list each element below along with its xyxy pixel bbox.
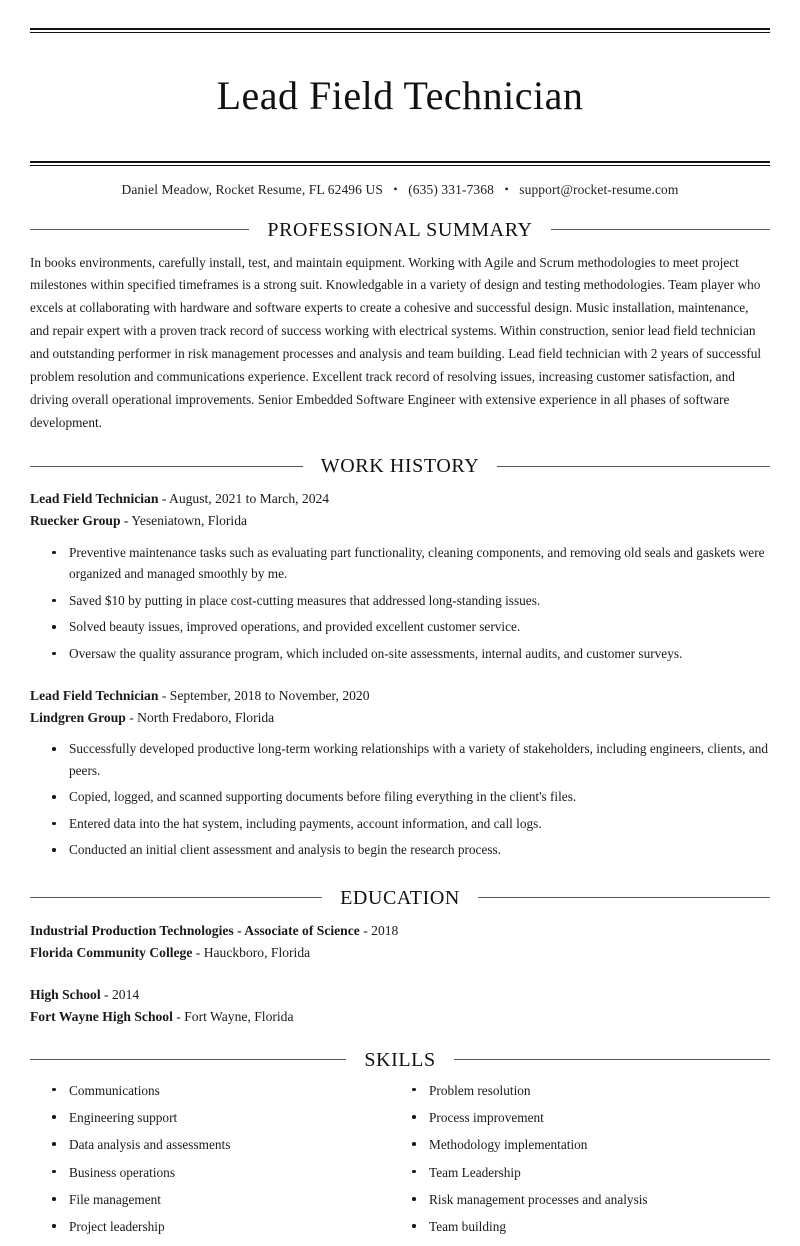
list-item: Successfully developed productive long-term working relationships with a variety of stakeholders, including engineers, clients, and peers. — [50, 738, 770, 786]
list-item: Solved beauty issues, improved operations, and provided excellent customer service. — [50, 616, 770, 643]
job-company: Lindgren Group — [30, 710, 126, 726]
list-item: Data analysis and assessments — [50, 1136, 400, 1163]
education-school-line — [30, 1006, 770, 1028]
section-rule-left — [30, 229, 249, 230]
list-item: Methodology implementation — [410, 1136, 770, 1163]
list-item: File management — [50, 1191, 400, 1218]
education-school: Fort Wayne High School — [30, 1008, 173, 1024]
education-dash: - — [104, 986, 109, 1002]
contact-line — [30, 166, 770, 198]
education-year: 2018 — [371, 922, 399, 938]
job-title: Lead Field Technician — [30, 688, 159, 704]
education-location: Fort Wayne, Florida — [184, 1008, 294, 1024]
section-header-skills — [30, 1050, 770, 1070]
section-rule-right — [497, 466, 770, 467]
job-location: North Fredaboro, Florida — [137, 710, 275, 726]
education-school-line — [30, 942, 770, 964]
skills-list-right — [400, 1082, 770, 1246]
section-rule-left — [30, 466, 303, 467]
list-item: Entered data into the hat system, including payments, account information, and call logs. — [50, 813, 770, 840]
job-heading — [30, 488, 770, 532]
education-degree-line — [30, 984, 770, 1006]
list-item: Project leadership — [50, 1218, 400, 1245]
skills-columns — [30, 1082, 770, 1246]
education-dash: - — [363, 922, 368, 938]
job-dash: - — [129, 710, 134, 726]
section-title-work-history: WORK HISTORY — [320, 455, 480, 478]
section-rule-right — [551, 229, 770, 230]
list-item: Communications — [50, 1082, 400, 1109]
job-bullet-list — [30, 738, 770, 866]
section-title-education: EDUCATION — [340, 886, 460, 909]
work-history-entry — [30, 685, 770, 866]
list-item: Process improvement — [410, 1109, 770, 1136]
list-item: Saved $10 by putting in place cost-cutting measures that addressed long-standing issues. — [50, 590, 770, 617]
education-degree: High School — [30, 986, 101, 1002]
section-header-work-history — [30, 456, 770, 476]
education-year: 2014 — [111, 986, 140, 1002]
contact-separator-1: • — [393, 181, 398, 196]
education-school: Florida Community College — [30, 944, 193, 960]
contact-email: support@rocket-resume.com — [519, 181, 679, 197]
section-title-skills: SKILLS — [364, 1048, 436, 1071]
section-rule-right — [454, 1059, 770, 1060]
education-dash: - — [176, 1008, 181, 1024]
section-rule-right — [478, 897, 770, 898]
job-dash: - — [161, 491, 167, 507]
list-item: Problem resolution — [410, 1082, 770, 1109]
skills-column-left — [30, 1082, 400, 1246]
list-item: Copied, logged, and scanned supporting documents before filing everything in the client's files. — [50, 786, 770, 813]
education-dash: - — [195, 944, 201, 960]
job-company-line — [30, 707, 770, 729]
list-item: Team building — [410, 1218, 770, 1245]
job-title: Lead Field Technician — [30, 491, 159, 507]
job-dash: - — [161, 688, 167, 704]
list-item: Preventive maintenance tasks such as evaluating part functionality, cleaning components, and removing old seals and gaskets were organized and managed smoothly by me. — [50, 542, 770, 590]
work-history-entry — [30, 488, 770, 669]
section-title-summary: PROFESSIONAL SUMMARY — [267, 218, 533, 241]
job-title-line — [30, 685, 770, 707]
education-degree: Industrial Production Technologies - Associate of Science — [30, 922, 360, 938]
job-dash: - — [123, 513, 129, 529]
job-title-line — [30, 488, 770, 510]
education-location: Hauckboro, Florida — [203, 944, 311, 960]
job-dates: August, 2021 to March, 2024 — [169, 491, 330, 507]
skills-column-right — [400, 1082, 770, 1246]
job-location: Yeseniatown, Florida — [131, 513, 248, 529]
job-dates: September, 2018 to November, 2020 — [169, 688, 370, 704]
page-title: Lead Field Technician — [216, 72, 584, 118]
section-rule-left — [30, 897, 322, 898]
job-company-line — [30, 510, 770, 532]
contact-separator-2: • — [504, 181, 509, 196]
list-item: Risk management processes and analysis — [410, 1191, 770, 1218]
list-item: Business operations — [50, 1164, 400, 1191]
contact-phone: (635) 331-7368 — [408, 181, 494, 197]
section-header-education — [30, 888, 770, 908]
section-rule-left — [30, 1059, 346, 1060]
contact-address: Daniel Meadow, Rocket Resume, FL 62496 US — [121, 181, 383, 197]
education-entry — [30, 984, 770, 1028]
list-item: Engineering support — [50, 1109, 400, 1136]
list-item: Conducted an initial client assessment and analysis to begin the research process. — [50, 839, 770, 866]
job-company: Ruecker Group — [30, 513, 121, 529]
header-top-divider — [30, 28, 770, 33]
job-bullet-list — [30, 542, 770, 670]
job-heading — [30, 685, 770, 729]
resume-header — [30, 28, 770, 198]
list-item: Oversaw the quality assurance program, which included on-site assessments, internal audits, and customer surveys. — [50, 643, 770, 670]
education-entry — [30, 920, 770, 964]
list-item: Team Leadership — [410, 1164, 770, 1191]
summary-paragraph: In books environments, carefully install, test, and maintain equipment. Working with Agile and Scrum methodologies to meet project milestones within specified timeframes is a strong suit. Knowledgable in a variety of design and testing methodologies. Team player who excels at collaborating with hardware and software experts to create a cohesive and successful design. Music installation, maintenance, and repair expert with a proven track record of success working with electrical systems. Within construction, senior lead field technician and outstanding performer in risk management processes and analysis and team building. Lead field technician with 2 years of successful problem resolution and communications experience. Excellent track record of resolving issues, increasing customer satisfaction, and driving overall operational improvements. Senior Embedded Software Engineer with extensive experience in all phases of software development. — [30, 254, 762, 430]
skills-list-left — [30, 1082, 400, 1246]
section-header-summary — [30, 220, 770, 240]
education-degree-line — [30, 920, 770, 942]
